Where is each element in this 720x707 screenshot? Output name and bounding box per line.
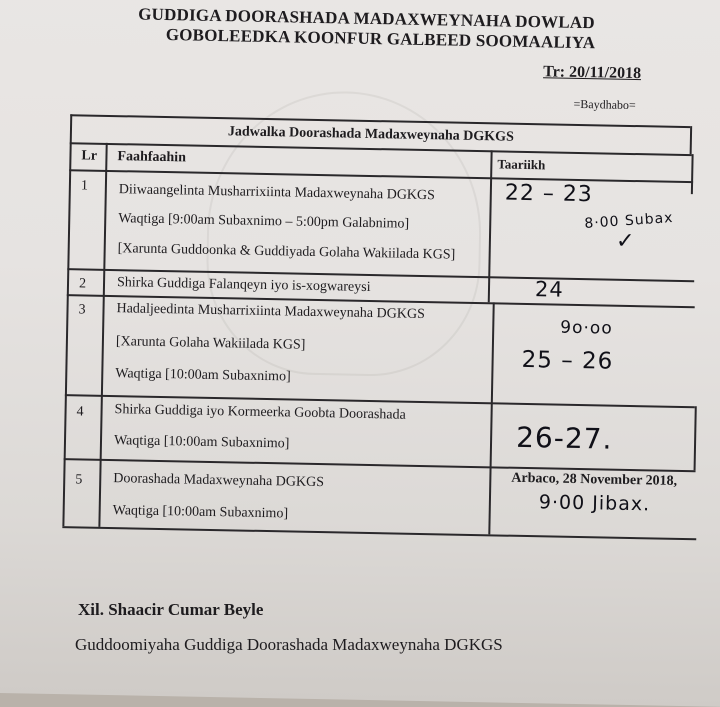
document-place: =Baydhabo= <box>573 96 636 113</box>
document-date: Tr: 20/11/2018 <box>543 63 642 83</box>
signatory-title: Guddoomiyaha Guddiga Doorashada Madaxweynaha DGKGS <box>75 635 503 654</box>
printed-date: Arbaco, 28 November 2018, <box>511 470 678 489</box>
handwritten-time: 8·00 Subax <box>583 209 674 232</box>
row-number: 3 <box>78 302 86 318</box>
row-number: 4 <box>76 404 84 420</box>
table-title: Jadwalka Doorashada Madaxweynaha DGKGS <box>227 124 514 145</box>
signatory-name: Xil. Shaacir Cumar Beyle <box>78 600 264 619</box>
row-detail-line: Waqtiga [10:00am Subaxnimo] <box>112 503 289 522</box>
handwritten-check: ✓ <box>615 228 636 255</box>
row-detail-line: Shirka Guddiga Falanqeyn iyo is-xogwareysi <box>116 275 371 295</box>
handwritten-date: 24 <box>534 277 564 302</box>
schedule-table <box>62 114 710 556</box>
row-number: 1 <box>80 178 89 194</box>
column-header-lr: Lr <box>81 148 98 164</box>
handwritten-date: 22 – 23 <box>504 180 594 208</box>
handwritten-time: 9·00 Jibax. <box>538 491 651 516</box>
handwritten-date: 26-27. <box>515 420 613 456</box>
column-header-faahfaahin: Faahfaahin <box>117 149 187 166</box>
handwritten-date: 25 – 26 <box>521 346 614 375</box>
row-detail-line: Waqtiga [9:00am Subaxnimo – 5:00pm Galabnimo] <box>118 211 410 232</box>
row-detail-line: Doorashada Madaxweynaha DGKGS <box>113 471 325 491</box>
row-detail-line: [Xarunta Guddoonka & Guddiyada Golaha Wakiilada KGS] <box>117 241 456 263</box>
row-detail-line: Waqtiga [10:00am Subaxnimo] <box>115 366 291 385</box>
header-line-2: GOBOLEEDKA KOONFUR GALBEED SOOMAALIYA <box>165 25 596 53</box>
row-detail-line: Hadaljeedinta Musharrixiinta Madaxweynaha DGKGS <box>116 301 425 323</box>
row-detail-line: Shirka Guddiga iyo Kormeerka Goobta Doorashada <box>114 402 406 423</box>
handwritten-time: 9o·oo <box>560 317 613 339</box>
row-detail-line: [Xarunta Golaha Wakiilada KGS] <box>115 334 306 353</box>
row-detail-line: Diiwaangelinta Musharrixiinta Madaxweynaha DGKGS <box>118 182 436 204</box>
row-number: 2 <box>78 276 87 292</box>
header-line-1: GUDDIGA DOORASHADA MADAXWEYNAHA DOWLAD <box>138 4 596 33</box>
row-number: 5 <box>75 472 83 488</box>
row-detail-line: Waqtiga [10:00am Subaxnimo] <box>113 433 290 452</box>
column-header-taariikh: Taariikh <box>497 156 546 173</box>
